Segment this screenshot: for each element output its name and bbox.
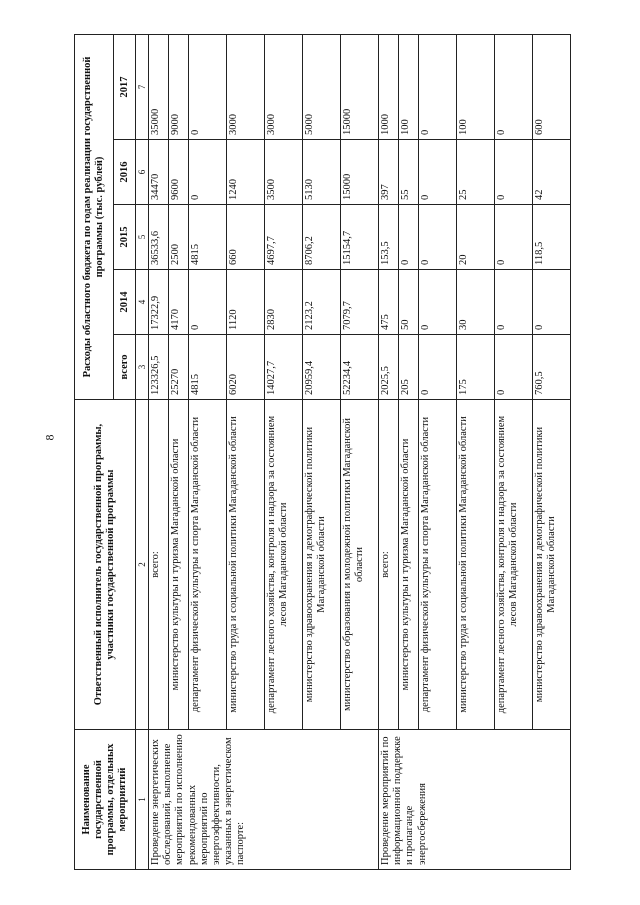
value-2017: 3000: [227, 34, 265, 139]
value-2016: 5130: [303, 140, 341, 205]
column-number: 7: [136, 34, 149, 139]
value-2015: 4697,7: [265, 205, 303, 270]
value-2015: 4815: [189, 205, 227, 270]
executor-cell: министерство образования и молодежной политики Магаданской области: [341, 400, 379, 730]
executor-cell: департамент физической культуры и спорта Магаданской области: [189, 400, 227, 730]
executor-cell: департамент лесного хозяйства, контроля и надзора за состоянием лесов Магаданской области: [265, 400, 303, 730]
value-2014: 1120: [227, 270, 265, 335]
value-total: 760,5: [533, 335, 571, 400]
value-2015: 118,5: [533, 205, 571, 270]
value-2014: 4170: [169, 270, 189, 335]
executor-cell: министерство труда и социальной политики Магаданской области: [227, 400, 265, 730]
column-number: 1: [136, 730, 149, 870]
value-total: 0: [495, 335, 533, 400]
value-total: 123326,5: [149, 335, 169, 400]
value-2017: 600: [533, 34, 571, 139]
value-2017: 1000: [379, 34, 399, 139]
value-total: 25270: [169, 335, 189, 400]
executor-cell: департамент физической культуры и спорта Магаданской области: [419, 400, 457, 730]
value-2014: 0: [533, 270, 571, 335]
value-total: 2025,5: [379, 335, 399, 400]
table-row: [149, 34, 169, 869]
value-total: 20959,4: [303, 335, 341, 400]
header-activity: Наименование государственной программы, отдельных мероприятий: [75, 730, 136, 870]
value-2017: 3000: [265, 34, 303, 139]
value-2016: 0: [419, 140, 457, 205]
value-2015: 153,5: [379, 205, 399, 270]
executor-cell: всего:: [379, 400, 399, 730]
column-number: 6: [136, 140, 149, 205]
column-number: 3: [136, 335, 149, 400]
value-2016: 3500: [265, 140, 303, 205]
value-2017: 9000: [169, 34, 189, 139]
value-2017: 5000: [303, 34, 341, 139]
executor-cell: министерство здравоохранения и демографической политики Магаданской области: [533, 400, 571, 730]
page-number: 8: [42, 434, 57, 441]
table-row: [379, 34, 399, 869]
header-year-2014: 2014: [114, 270, 136, 335]
header-row-1: [75, 34, 114, 869]
value-2014: 0: [189, 270, 227, 335]
value-total: 14027,7: [265, 335, 303, 400]
column-number: 4: [136, 270, 149, 335]
value-2014: 475: [379, 270, 399, 335]
value-2015: 36533,6: [149, 205, 169, 270]
value-2017: 0: [189, 34, 227, 139]
value-2015: 15154,7: [341, 205, 379, 270]
value-2015: 8706,2: [303, 205, 341, 270]
value-total: 6020: [227, 335, 265, 400]
value-total: 175: [457, 335, 495, 400]
value-2017: 100: [399, 34, 419, 139]
value-2014: 0: [495, 270, 533, 335]
value-2016: 34470: [149, 140, 169, 205]
activity-name: Проведение энергетических обследований, выполнение мероприятий по исполнению рекомендованных мероприятий по энергоэффективности, указанных в энергетическом паспорте:: [149, 730, 379, 870]
column-number: 2: [136, 400, 149, 730]
value-2014: 2830: [265, 270, 303, 335]
header-expenses: Расходы областного бюджета по годам реализации государственной программы (тыс. рублей): [75, 34, 114, 399]
value-2015: 2500: [169, 205, 189, 270]
activity-name: Проведение мероприятий по информационной поддержке и пропаганде энергосбережения: [379, 730, 571, 870]
value-total: 205: [399, 335, 419, 400]
value-2016: 397: [379, 140, 399, 205]
value-2016: 9600: [169, 140, 189, 205]
header-year-2017: 2017: [114, 34, 136, 139]
value-2015: 0: [399, 205, 419, 270]
column-number: 5: [136, 205, 149, 270]
executor-cell: министерство культуры и туризма Магаданской области: [169, 400, 189, 730]
executor-cell: министерство здравоохранения и демографической политики Магаданской области: [303, 400, 341, 730]
value-2015: 660: [227, 205, 265, 270]
value-total: 0: [419, 335, 457, 400]
column-number-row: [136, 34, 149, 869]
rotated-document: [74, 35, 634, 870]
executor-cell: министерство культуры и туризма Магаданской области: [399, 400, 419, 730]
value-2016: 0: [495, 140, 533, 205]
value-2016: 0: [189, 140, 227, 205]
value-2016: 42: [533, 140, 571, 205]
value-2015: 0: [495, 205, 533, 270]
executor-cell: департамент лесного хозяйства, контроля и надзора за состоянием лесов Магаданской области: [495, 400, 533, 730]
value-2014: 7079,7: [341, 270, 379, 335]
value-2017: 100: [457, 34, 495, 139]
value-2014: 30: [457, 270, 495, 335]
value-total: 52234,4: [341, 335, 379, 400]
value-2016: 25: [457, 140, 495, 205]
value-2014: 17322,9: [149, 270, 169, 335]
value-2016: 15000: [341, 140, 379, 205]
value-2016: 1240: [227, 140, 265, 205]
value-2014: 2123,2: [303, 270, 341, 335]
header-executor: Ответственный исполнитель государственной программы, участники государственной программы: [75, 400, 136, 730]
executor-cell: всего:: [149, 400, 169, 730]
value-2017: 0: [419, 34, 457, 139]
value-2016: 55: [399, 140, 419, 205]
value-2017: 15000: [341, 34, 379, 139]
table-body: [149, 34, 571, 869]
value-2014: 50: [399, 270, 419, 335]
value-2017: 0: [495, 34, 533, 139]
value-2017: 35000: [149, 34, 169, 139]
budget-table: [74, 34, 571, 870]
value-2015: 20: [457, 205, 495, 270]
executor-cell: министерство труда и социальной политики Магаданской области: [457, 400, 495, 730]
value-2015: 0: [419, 205, 457, 270]
value-total: 4815: [189, 335, 227, 400]
header-year-2015: 2015: [114, 205, 136, 270]
header-year-2016: 2016: [114, 140, 136, 205]
value-2014: 0: [419, 270, 457, 335]
header-year-total: всего: [114, 335, 136, 400]
